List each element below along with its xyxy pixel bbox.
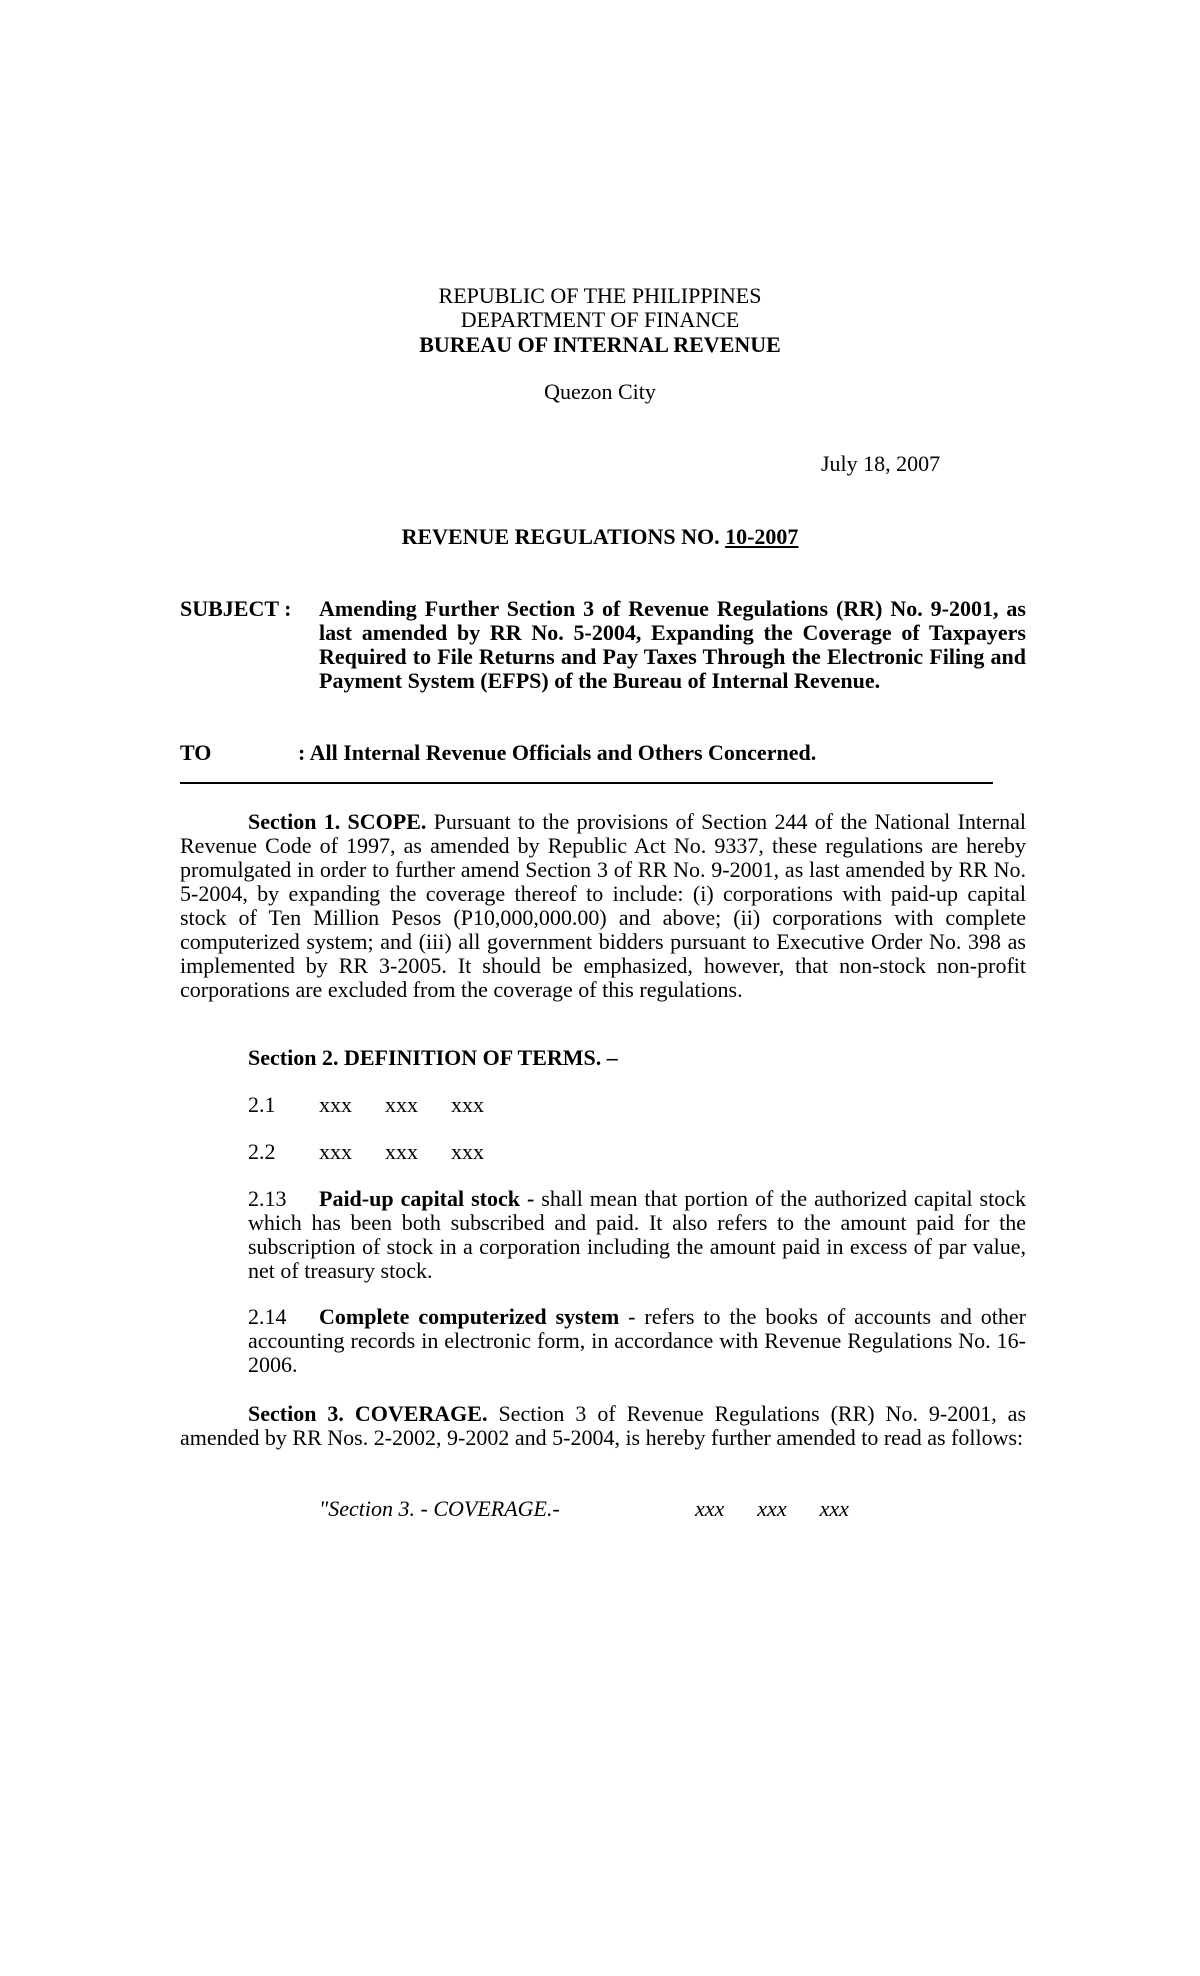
header-department: DEPARTMENT OF FINANCE [460,307,740,332]
title-number: 10-2007 [725,524,799,549]
definition-term: Paid-up capital stock - [319,1186,535,1211]
section3-heading: Section 3. COVERAGE. [248,1401,488,1426]
to-text: : All Internal Revenue Officials and Others Concerned. [298,740,817,765]
header-republic: REPUBLIC OF THE PHILIPPINES [438,283,762,308]
to-label: TO [180,740,212,765]
definition-number: 2.13 [248,1186,287,1211]
section3-body: Section 3 of Revenue Regulations (RR) No. 9-2001, as amended by RR Nos. 2-2002, 9-2002 and 5-2004, is hereby further amended to read as follows: [180,1401,1027,1450]
section2-item-number: 2.1 [248,1092,276,1117]
definition-number: 2.14 [248,1304,287,1329]
section3-paragraph [180,1402,1026,1450]
subject-label: SUBJECT : [180,596,292,621]
section1-paragraph [180,810,1026,1002]
definition-body: shall mean that portion of the authorized capital stock which has been both subscribed and paid. It also refers to the amount paid for the subscription of stock in a corporation including the amount paid in excess of par value, net of treasury stock. [248,1186,1026,1283]
section2-item-text: xxx xxx xxx [319,1139,484,1164]
section3-quote-title: "Section 3. - COVERAGE.- [319,1496,560,1521]
section1-body: Pursuant to the provisions of Section 244 of the National Internal Revenue Code of 1997, as amended by Republic Act No. 9337, these regulations are hereby promulgated in order to further amend Section 3 of RR No. 9-2001, as last amended by RR No. 5-2004, by expanding the coverage thereof to include: (i) corporations with paid-up capital stock of Ten Million Pesos (P10,000,000.00) and above; (ii) corporations with complete computerized system; and (iii) all government bidders pursuant to Executive Order No. 398 as implemented by RR 3-2005. It should be emphasized, however, that non-stock non-profit corporations are excluded from the coverage of this regulations. [180,809,1026,1002]
title-prefix: REVENUE REGULATIONS NO. [401,524,720,549]
section2-heading: Section 2. DEFINITION OF TERMS. – [248,1045,618,1070]
section2-item-text: xxx xxx xxx [319,1092,484,1117]
document-title [0,525,1200,549]
definition-complete-computerized-system [248,1305,1026,1377]
definition-term: Complete computerized system [319,1304,620,1329]
subject-text: Amending Further Section 3 of Revenue Regulations (RR) No. 9-2001, as last amended by RR No. 5-2004, Expanding the Coverage of Taxpayers Required to File Returns and Pay Taxes Through the Electronic Filing and Payment System (EFPS) of the Bureau of Internal Revenue. [319,596,1026,693]
document-date: July 18, 2007 [821,451,941,476]
header-bureau: BUREAU OF INTERNAL REVENUE [419,332,781,357]
section3-quote-xxx: xxx xxx xxx [695,1496,849,1521]
definition-body: - refers to the books of accounts and other accounting records in electronic form, in accordance with Revenue Regulations No. 16-2006. [248,1304,1026,1377]
section1-heading: Section 1. SCOPE. [248,809,427,834]
header-divider [180,782,993,784]
header-city: Quezon City [544,379,656,404]
definition-paid-up-capital [248,1187,1026,1283]
section2-item-number: 2.2 [248,1139,276,1164]
